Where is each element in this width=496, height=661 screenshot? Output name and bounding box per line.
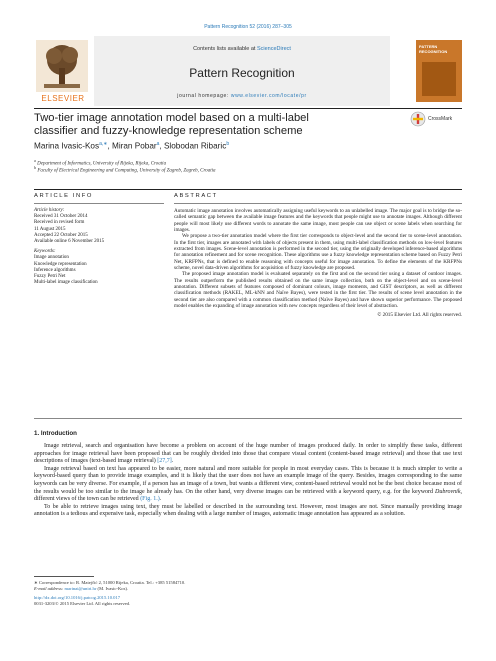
crossmark-icon <box>410 111 426 127</box>
paragraph: To be able to retrieve images using text, they must be labelled or described in the surrounding text. However, most images are not. Since manually providing image annotation is a tedious and expensive task, especially when dealing with a large number of images, automatic image annotation has appeared as a solution. <box>34 503 462 518</box>
author-name[interactable]: Marina Ivasic-Kos <box>34 141 100 151</box>
journal-homepage: journal homepage: www.elsevier.com/locate/pr <box>177 93 307 99</box>
section-heading: 1. Introduction <box>34 430 77 437</box>
history-item: 11 August 2015 <box>34 226 66 232</box>
copyright: © 2015 Elsevier Ltd. All rights reserved. <box>377 311 462 318</box>
footnote-rule <box>34 576 94 577</box>
history-item: Received in revised form <box>34 220 85 226</box>
issn: 0031-3203/© 2015 Elsevier Ltd. All rights reserved. <box>34 600 131 606</box>
affiliation: $^a$ Department of Informatics, University of Rijeka, Rijeka, Croatia <box>34 158 167 167</box>
footnote: ∗ Correspondence to: R. Matejčić 2, 51000 Rijeka, Croatia. Tel.: +385 51584710. E-mail address: marinai@uniri.hr (M. Ivasic-Kos). http://dx.doi.org/10.1016/j.patcog.2015.10.017 0031-3203/© 2015 Elsevier Ltd. All rights reserved. <box>34 580 462 606</box>
cover-image <box>422 62 456 96</box>
contents-line: Contents lists available at ScienceDirect <box>193 46 291 52</box>
journal-header <box>34 36 462 108</box>
abstract-paragraph: We propose a two-tier annotation model where the first tier corresponds to object-level and the second tier to scene-level annotation. In the first tier, images are annotated with labels of objects present in them, using multi-label classification methods on low-level features extracted from images. Scene-level annotation is performed in the second tier, using the originally developed inference-based algorithms for annotation refinement and for scene recognition. These algorithms use a fuzzy knowledge representation scheme based on Fuzzy Petri Net, KRFPNs, that is defined to enable reasoning with concepts useful for image annotation. To define the elements of the KRFPNs scheme, novel data-driven algorithms for acquisition of fuzzy knowledge are proposed. <box>174 233 462 272</box>
keyword: Inference algorithms <box>34 267 76 273</box>
keyword: Multi-label image classification <box>34 280 98 286</box>
journal-reference[interactable]: Pattern Recognition 52 (2016) 287–305 <box>204 24 292 30</box>
section-rule <box>34 189 462 190</box>
author-name[interactable]: Miran Pobar <box>112 141 157 151</box>
abstract-rule <box>174 203 462 204</box>
doi-link[interactable]: http://dx.doi.org/10.1016/j.patcog.2015.10.017 <box>34 595 121 601</box>
article-info-heading: ARTICLE INFO <box>34 193 94 199</box>
abstract-body <box>174 208 462 318</box>
keyword: Fuzzy Petri Net <box>34 274 66 280</box>
journal-title: Pattern Recognition <box>189 66 295 80</box>
article-title: Two-tier image annotation model based on a multi-label classifier and fuzzy-knowledge representation scheme <box>34 112 309 137</box>
abstract-paragraph: The proposed image annotation model is evaluated separately on the first and on the second tier using a dataset of outdoor images. The results outperform the published results obtained on the same image collection, both on the object-level and on scene-level annotation. Different subsets of features composed of dominant colours, image moments, and GIST descriptors, as well as different classification methods (RAKEL, ML-kNN and Naïve Bayes), were tested in the first tier. The results of scene level annotation in the second tier are also compared with a common classification method (Naïve Bayes) and have shown superior performance. The proposed model enables the expanding of image annotation with new concepts regardless of their level of abstraction. <box>174 271 462 310</box>
keyword: Image annotation <box>34 255 69 261</box>
paragraph: Image retrieval based on text has appeared to be easier, more natural and more suitable for people in most everyday cases. This is because it is much simpler to write a keyword-based query than to provide image examples, and it is likely that the user does not have an example image of the query. Besides, images corresponding to the same keywords can be very diverse. For example, if a person has an image of a town, but wants a different view, content-based retrieval would not be the best choice because most of the results would be too similar to the image he already has. On the other hand, very diverse images can be retrieved with a keyword query, e.g. for the keyword Dubrovnik, different views of the town can be retrieved (Fig. 1.). <box>34 465 462 503</box>
sciencedirect-link[interactable]: ScienceDirect <box>256 46 291 52</box>
keyword: Knowledge representation <box>34 261 87 267</box>
article-info: Article history: Received 31 October 2014 Received in revised form 11 August 2015 Accepted 22 October 2015 Available online 6 November 2015 Keywords: Image annotation Knowledge representation Inference algorithms Fuzzy Petri Net Multi-label image classification <box>34 208 164 286</box>
elsevier-tree-logo <box>36 40 88 92</box>
crossmark-badge[interactable] <box>410 111 462 129</box>
history-item: Received 31 October 2014 <box>34 214 88 220</box>
history-item: Accepted 22 October 2015 <box>34 232 88 238</box>
abstract-end-rule <box>34 418 462 419</box>
header-rule <box>34 108 462 109</box>
introduction-body <box>34 443 462 519</box>
paragraph: Image retrieval, search and organisation have become a problem on account of the huge number of images produced daily. In order to simplify these tasks, different approaches for image retrieval have been proposed that can be roughly divided into those that compare visual content (content-based image retrieval) and those that use text descriptions of images (text-based image retrieval) [27,7]. <box>34 443 462 465</box>
journal-homepage-link[interactable]: www.elsevier.com/locate/pr <box>230 93 307 99</box>
journal-cover[interactable] <box>416 40 462 102</box>
author-list: Marina Ivasic-Kos$^{a,∗}$, Miran Pobar$^a$, Slobodan Ribaric$^b$ <box>34 141 230 151</box>
citation-link[interactable]: [27,7] <box>157 458 172 465</box>
publisher-name: ELSEVIER <box>41 94 85 103</box>
abstract-heading: ABSTRACT <box>174 193 218 199</box>
author-name[interactable]: Slobodan Ribaric <box>163 141 227 151</box>
abstract-paragraph: Automatic image annotation involves automatically assigning useful keywords to an unlabelled image. The major goal is to bridge the so-called semantic gap between the available image features and the keywords that people might use to annotate images. Although different people will most likely use different words to annotate the same image, most people can use object or scene labels when searching for images. <box>174 208 462 234</box>
journal-banner <box>94 36 390 106</box>
cover-title: PATTERN RECOGNITION <box>419 44 448 54</box>
history-item: Available online 6 November 2015 <box>34 239 105 245</box>
email-link[interactable]: marinai@uniri.hr <box>64 585 97 591</box>
info-rule <box>34 203 164 204</box>
crossmark-label: CrossMark <box>428 116 453 122</box>
affiliation: $^b$ Faculty of Electrical Engineering and Computing, University of Zagreb, Zagreb, Croatia <box>34 165 216 174</box>
figure-link[interactable]: (Fig. 1.) <box>140 496 160 503</box>
